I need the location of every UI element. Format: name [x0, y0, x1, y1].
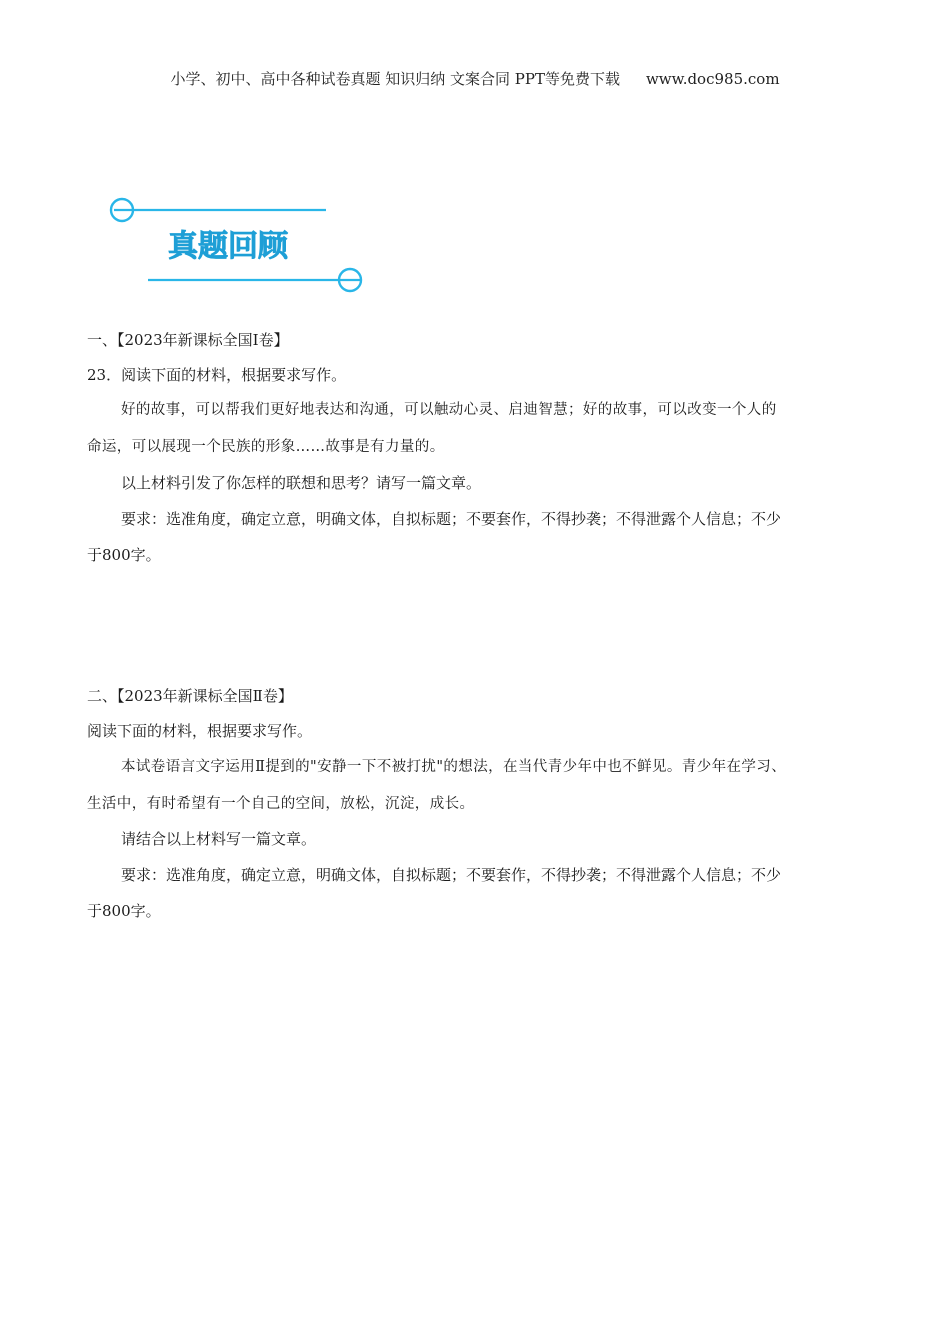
- section2-prompt: 请结合以上材料写一篇文章。: [121, 830, 317, 848]
- page-header: [0, 68, 950, 89]
- header-text: 小学、初中、高中各种试卷真题 知识归纳 文案合同 PPT等免费下载: [170, 70, 620, 88]
- section1-material-line2: 命运，可以展现一个民族的形象……故事是有力量的。: [87, 439, 445, 455]
- section2-requirement-line2: 于800字。: [87, 902, 161, 920]
- section1-heading: 一、【2023年新课标全国Ⅰ卷】: [87, 331, 289, 349]
- section2-material-line1: 本试卷语言文字运用Ⅱ提到的"安静一下不被打扰"的想法，在当代青少年中也不鲜见。青少年在学习、: [121, 759, 787, 775]
- section2-material-line2: 生活中，有时希望有一个自己的空间，放松，沉淀，成长。: [87, 796, 475, 812]
- section1-material-line1: 好的故事，可以帮我们更好地表达和沟通，可以触动心灵、启迪智慧；好的故事，可以改变一个人的: [121, 402, 777, 418]
- section2-requirement-line1: 要求：选准角度，确定立意，明确文体，自拟标题；不要套作，不得抄袭；不得泄露个人信息；不少: [121, 866, 782, 884]
- section2-question: 阅读下面的材料，根据要求写作。: [87, 722, 313, 740]
- section1-prompt: 以上材料引发了你怎样的联想和思考？请写一篇文章。: [121, 474, 482, 492]
- section-banner: [104, 190, 374, 302]
- section2-heading: 二、【2023年新课标全国Ⅱ卷】: [87, 687, 293, 705]
- section1-question: 23．阅读下面的材料，根据要求写作。: [87, 366, 347, 384]
- section1-requirement-line1: 要求：选准角度，确定立意，明确文体，自拟标题；不要套作，不得抄袭；不得泄露个人信息；不少: [121, 510, 782, 528]
- section1-requirement-line2: 于800字。: [87, 546, 161, 564]
- banner-title: 真题回顾: [168, 229, 288, 264]
- header-site-url: www.doc985.com: [645, 70, 780, 88]
